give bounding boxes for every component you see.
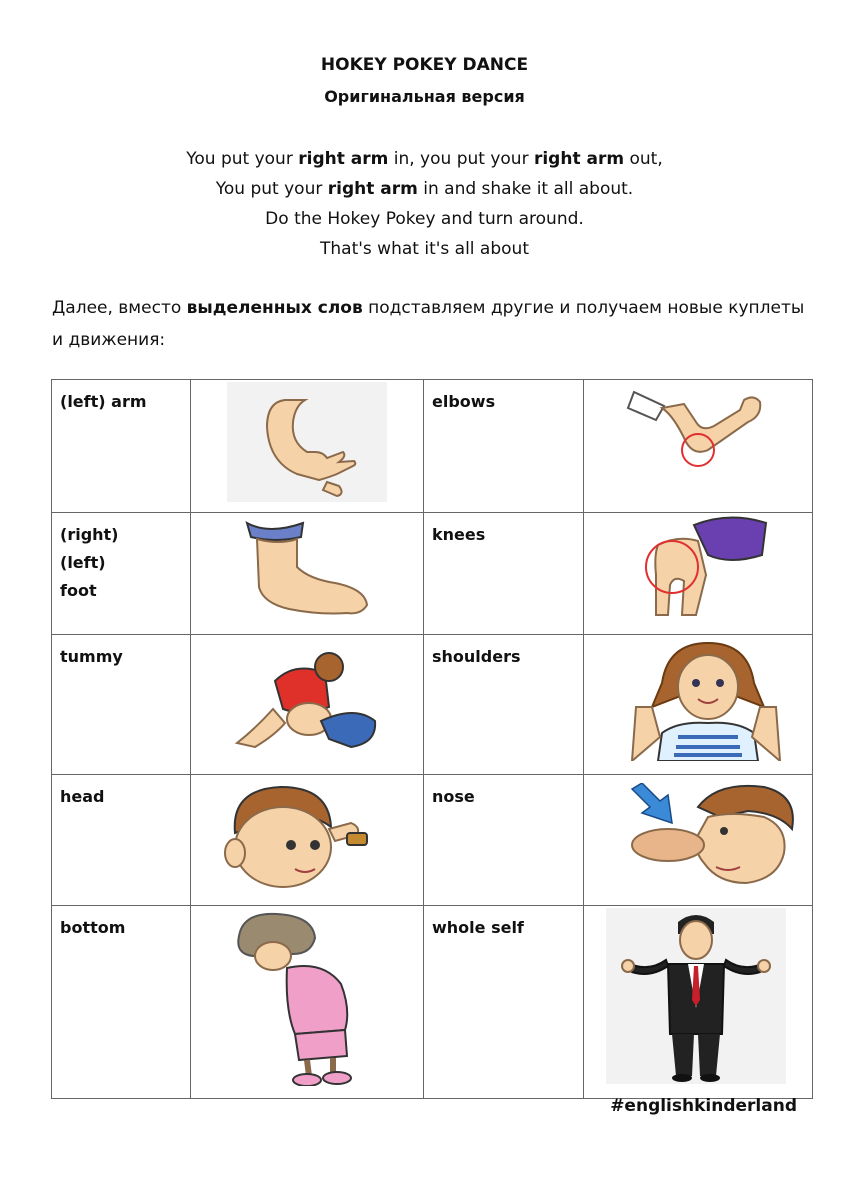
word-cell: tummy	[52, 635, 191, 775]
picture-cell	[584, 513, 813, 635]
elbow-illustration	[624, 386, 774, 476]
picture-cell	[191, 380, 424, 513]
table-row	[52, 513, 813, 635]
word-line: (right)	[60, 525, 119, 544]
page-subtitle: Оригинальная версия	[324, 87, 525, 106]
word-cell: head	[52, 775, 191, 906]
body-parts-table	[51, 379, 813, 1099]
picture-cell	[191, 775, 424, 906]
foot-illustration	[239, 517, 379, 621]
knees-illustration	[634, 515, 774, 623]
word-line: foot	[60, 581, 97, 600]
table-row	[52, 380, 813, 513]
tummy-boy-illustration	[225, 651, 389, 755]
picture-cell	[584, 906, 813, 1099]
verse-line-3: Do the Hokey Pokey and turn around.	[265, 209, 584, 229]
nose-boy-illustration	[628, 783, 804, 887]
word-cell: elbows	[424, 380, 584, 513]
word-cell	[52, 513, 191, 635]
verse-line-1: You put your right arm in, you put your right arm out,	[186, 149, 663, 169]
verse-line-4: That's what it's all about	[320, 239, 529, 259]
bottom-woman-illustration	[233, 910, 383, 1086]
page-title: HOKEY POKEY DANCE	[320, 55, 529, 75]
picture-cell	[584, 635, 813, 775]
song-verse	[0, 144, 849, 264]
picture-cell	[191, 635, 424, 775]
word-cell: shoulders	[424, 635, 584, 775]
picture-cell	[584, 380, 813, 513]
shoulders-girl-illustration	[618, 637, 794, 761]
word-cell: nose	[424, 775, 584, 906]
hashtag-footer: #englishkinderland	[610, 1096, 797, 1116]
word-cell: knees	[424, 513, 584, 635]
table-row	[52, 906, 813, 1099]
picture-cell	[191, 513, 424, 635]
table-row	[52, 775, 813, 906]
instruction-note: Далее, вместо выделенных слов подставляем другие и получаем новые куплеты и движения:	[52, 298, 805, 350]
verse-line-2: You put your right arm in and shake it all about.	[215, 179, 634, 199]
table-row	[52, 635, 813, 775]
word-cell: bottom	[52, 906, 191, 1099]
head-boy-illustration	[221, 783, 391, 891]
arm-illustration	[227, 382, 387, 502]
picture-cell	[584, 775, 813, 906]
businessman-illustration	[606, 908, 786, 1084]
word-cell: whole self	[424, 906, 584, 1099]
picture-cell	[191, 906, 424, 1099]
word-cell: (left) arm	[52, 380, 191, 513]
word-line: (left)	[60, 553, 106, 572]
